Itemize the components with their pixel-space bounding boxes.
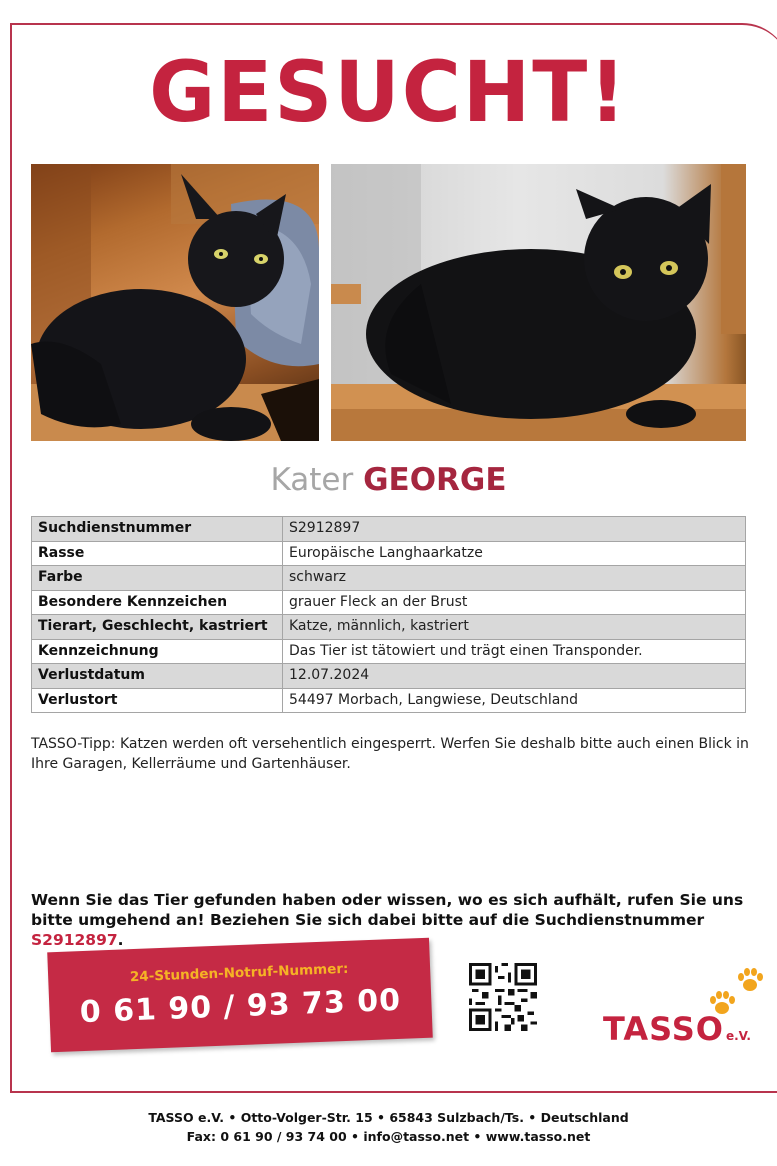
detail-value: Europäische Langhaarkatze xyxy=(283,541,746,566)
animal-name-main: GEORGE xyxy=(363,462,507,498)
hotline-label: 24-Stunden-Notruf-Nummer: xyxy=(129,960,349,986)
logo-wordmark: TASSO xyxy=(603,1010,724,1048)
table-row xyxy=(32,590,746,615)
hotline-banner xyxy=(47,938,433,1053)
table-row xyxy=(32,664,746,689)
detail-label: Farbe xyxy=(32,566,283,591)
logo-suffix: e.V. xyxy=(725,1029,751,1043)
search-number-highlight: S2912897 xyxy=(31,931,118,949)
call-to-action-text: Wenn Sie das Tier gefunden haben oder wissen, wo es sich aufhält, rufen Sie uns bitte umgehend an! Beziehen Sie sich dabei bitte auf die Suchdienstnummer xyxy=(31,891,744,929)
detail-value: Katze, männlich, kastriert xyxy=(283,615,746,640)
tasso-tip: TASSO-Tipp: Katzen werden oft versehentlich eingesperrt. Werfen Sie deshalb bitte auch einen Blick in Ihre Garagen, Kellerräume und Gartenhäuser. xyxy=(31,736,749,772)
cat-photo-lying-drawing xyxy=(31,164,319,441)
detail-value: 54497 Morbach, Langwiese, Deutschland xyxy=(283,688,746,713)
detail-label: Tierart, Geschlecht, kastriert xyxy=(32,615,283,640)
call-to-action-end: . xyxy=(117,931,124,949)
table-row xyxy=(32,566,746,591)
table-row xyxy=(32,639,746,664)
detail-label: Kennzeichnung xyxy=(32,639,283,664)
qr-code-icon[interactable] xyxy=(469,963,537,1031)
detail-value: Das Tier ist tätowiert und trägt einen Transponder. xyxy=(283,639,746,664)
cat-photo-sitting-drawing xyxy=(331,164,746,441)
detail-value: S2912897 xyxy=(283,517,746,542)
table-row xyxy=(32,688,746,713)
footer-contact: Fax: 0 61 90 / 93 74 00 • info@tasso.net • www.tasso.net xyxy=(186,1129,591,1144)
detail-value: grauer Fleck an der Brust xyxy=(283,590,746,615)
tasso-logo xyxy=(603,1010,773,1054)
detail-value: schwarz xyxy=(283,566,746,591)
headline: GESUCHT! xyxy=(149,43,628,141)
detail-label: Rasse xyxy=(32,541,283,566)
table-row xyxy=(32,517,746,542)
detail-value: 12.07.2024 xyxy=(283,664,746,689)
detail-label: Verlustdatum xyxy=(32,664,283,689)
table-row xyxy=(32,615,746,640)
hotline-number[interactable]: 0 61 90 / 93 73 00 xyxy=(79,982,402,1031)
detail-label: Besondere Kennzeichen xyxy=(32,590,283,615)
footer-address: TASSO e.V. • Otto-Volger-Str. 15 • 65843 Sulzbach/Ts. • Deutschland xyxy=(148,1110,629,1125)
table-row xyxy=(32,541,746,566)
details-table xyxy=(31,516,746,713)
paw-icon xyxy=(735,965,765,995)
cat-photo-lying xyxy=(31,164,319,441)
animal-species: Kater xyxy=(270,462,354,498)
cat-photo-sitting xyxy=(331,164,746,441)
animal-name xyxy=(0,458,777,502)
detail-label: Verlustort xyxy=(32,688,283,713)
detail-label: Suchdienstnummer xyxy=(32,517,283,542)
